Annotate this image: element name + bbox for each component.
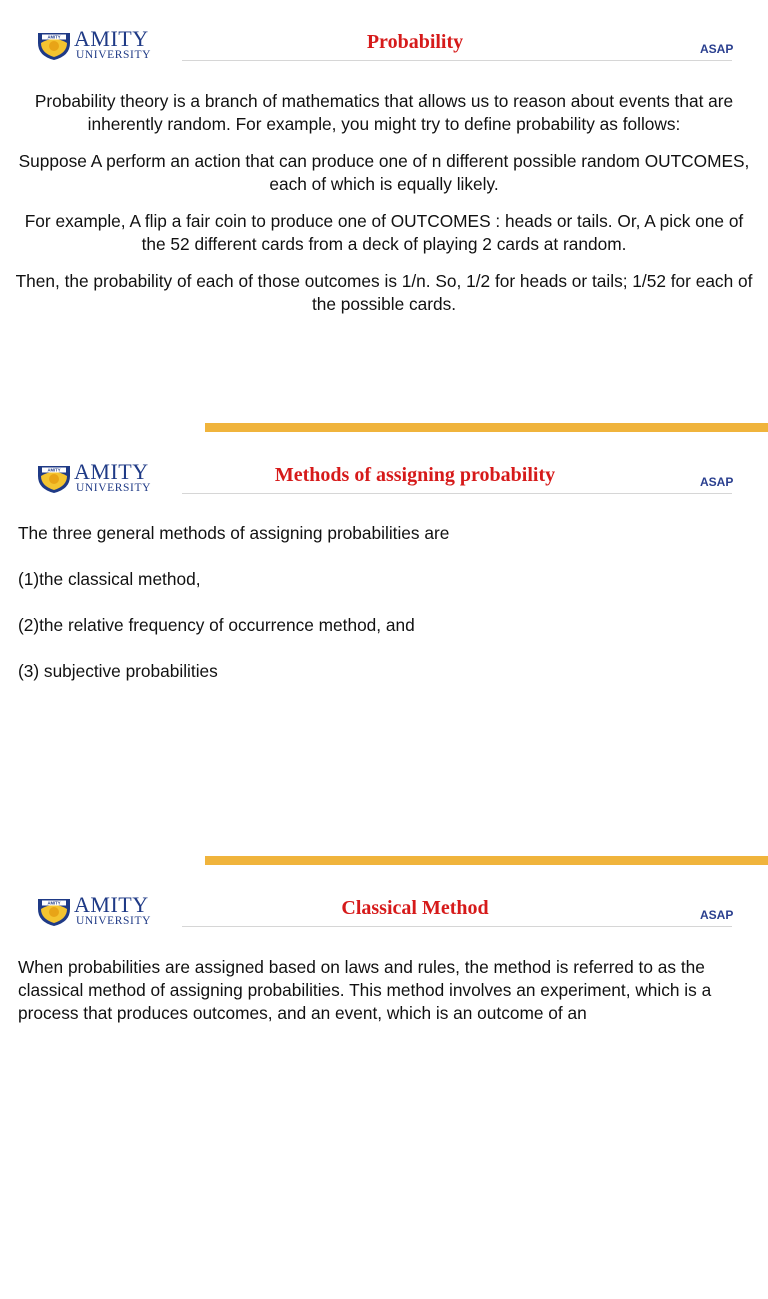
paragraph: The three general methods of assigning probabilities are [18,523,450,543]
svg-text:AMITY: AMITY [47,34,61,40]
asap-tag: ASAP [700,475,734,489]
header-divider [182,493,732,494]
svg-text:AMITY: AMITY [47,467,61,473]
slide-probability [0,0,768,433]
list-item: (2)the relative frequency of occurrence method, and [18,615,415,635]
logo-subtitle: UNIVERSITY [76,49,151,61]
list-item: (3) subjective probabilities [18,661,218,681]
slide-body [14,90,754,330]
asap-tag: ASAP [700,908,734,922]
paragraph: Probability theory is a branch of mathematics that allows us to reason about events that are inherently random. For example, you might try to define probability as follows: [34,91,734,134]
amity-emblem-icon [36,29,72,61]
paragraph: For example, A flip a fair coin to produce one of OUTCOMES : heads or tails. Or, A pick one of the 52 different cards from a deck of playing 2 cards at random. [24,211,744,254]
paragraph: Suppose A perform an action that can produce one of n different possible random OUTCOMES, each of which is equally likely. [18,151,750,194]
logo-subtitle: UNIVERSITY [76,915,151,927]
header-divider [182,926,732,927]
logo-wordmark: AMITY [74,26,149,51]
amity-emblem-icon [36,462,72,494]
svg-text:AMITY: AMITY [47,900,61,906]
slide-title: Methods of assigning probability [274,464,556,486]
logo-wordmark: AMITY [74,892,149,917]
slide-title: Classical Method [341,897,489,919]
slide-separator-bar [205,856,768,865]
slide-methods [0,433,768,866]
header-divider [182,60,732,61]
logo-subtitle: UNIVERSITY [76,482,151,494]
amity-logo [36,892,168,929]
amity-logo [36,26,168,63]
slide-body [18,522,748,706]
slide-title: Probability [366,31,464,53]
logo-wordmark: AMITY [74,459,149,484]
amity-logo [36,459,168,496]
slide-separator-bar [205,423,768,432]
slide-classical-method [0,866,768,1299]
paragraph: Then, the probability of each of those outcomes is 1/n. So, 1/2 for heads or tails; 1/52 for each of the possible cards. [15,271,753,314]
amity-emblem-icon [36,895,72,927]
asap-tag: ASAP [700,42,734,56]
list-item: (1)the classical method, [18,569,201,589]
slide-body [18,956,750,1025]
paragraph: When probabilities are assigned based on laws and rules, the method is referred to as the classical method of assigning probabilities. This method involves an experiment, which is a process that produces outcomes, and an event, which is an outcome of an [18,957,712,1023]
